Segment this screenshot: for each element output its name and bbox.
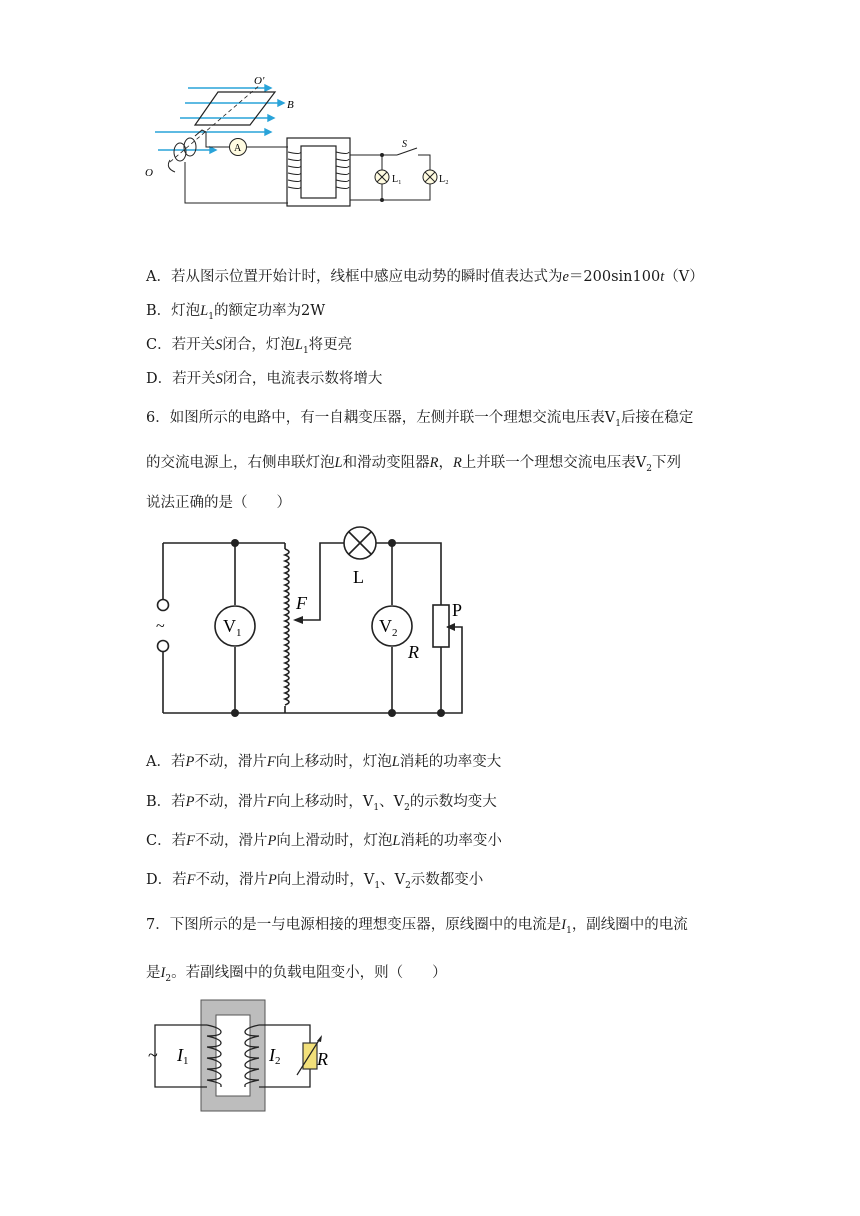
q7-stem-line-1: 7．下图所示的是一与电源相接的理想变压器，原线圈中的电流是$I_1$，副线圈中的电流 [146, 917, 688, 936]
q5-option-a: A．若从图示位置开始计时，线框中感应电动势的瞬时值表达式为e＝200sin100t（V） [146, 269, 704, 285]
bulb-l1 [375, 170, 389, 184]
q6-option-a: A．若P不动，滑片F向上移动时，灯泡L消耗的功率变大 [146, 754, 502, 770]
q6-option-b: B．若P不动，滑片F向上移动时，$V_1$、$V_2$的示数均变大 [146, 794, 497, 813]
label-l1: L₁ [392, 174, 402, 185]
label-r: R [408, 642, 419, 662]
q6-stem-line-2: 的交流电源上，右侧串联灯泡L和滑动变阻器R，R上并联一个理想交流电压表$V_2$下列 [146, 455, 682, 474]
label-p: P [452, 600, 463, 620]
label-r7: R [317, 1049, 328, 1069]
q6-option-d: D．若F不动，滑片P向上滑动时，$V_1$、$V_2$示数都变小 [146, 872, 484, 891]
q6-stem-line-1: 6．如图所示的电路中，有一自耦变压器，左侧并联一个理想交流电压表$V_1$后接在稳定 [146, 410, 694, 429]
label-b: B [287, 99, 294, 111]
ammeter-label: A [234, 143, 242, 154]
label-i2: I2 [269, 1045, 281, 1067]
v2-label: $V_2$ [379, 616, 398, 639]
label-o-prime: O' [254, 75, 265, 87]
q6-stem-line-3: 说法正确的是（ ） [146, 495, 291, 511]
label-f: F [296, 593, 307, 613]
ac-source-symbol: ~ [156, 618, 165, 635]
q5-option-d: D．若开关S闭合，电流表示数将增大 [146, 371, 383, 387]
q5-option-b: B．灯泡$L_1$的额定功率为2W [146, 303, 326, 322]
label-o: O [145, 167, 153, 179]
switch-label: S [402, 139, 407, 150]
q7-stem-line-2: 是$I_2$。若副线圈中的负载电阻变小，则（ ） [146, 965, 447, 984]
generator-transformer-figure [140, 70, 450, 210]
q6-option-c: C．若F不动，滑片P向上滑动时，灯泡L消耗的功率变小 [146, 833, 502, 849]
ac-source-symbol-7: ~ [148, 1045, 158, 1065]
label-i1: I1 [177, 1045, 189, 1067]
q5-option-c: C．若开关S闭合，灯泡$L_1$将更亮 [146, 337, 353, 356]
v1-label: $V_1$ [223, 616, 242, 639]
bulb-l2 [423, 170, 437, 184]
label-l2: L₂ [439, 174, 449, 185]
lamp-label: L [353, 567, 364, 587]
autotransformer-circuit-figure [150, 525, 480, 725]
ideal-transformer-figure [145, 995, 355, 1115]
